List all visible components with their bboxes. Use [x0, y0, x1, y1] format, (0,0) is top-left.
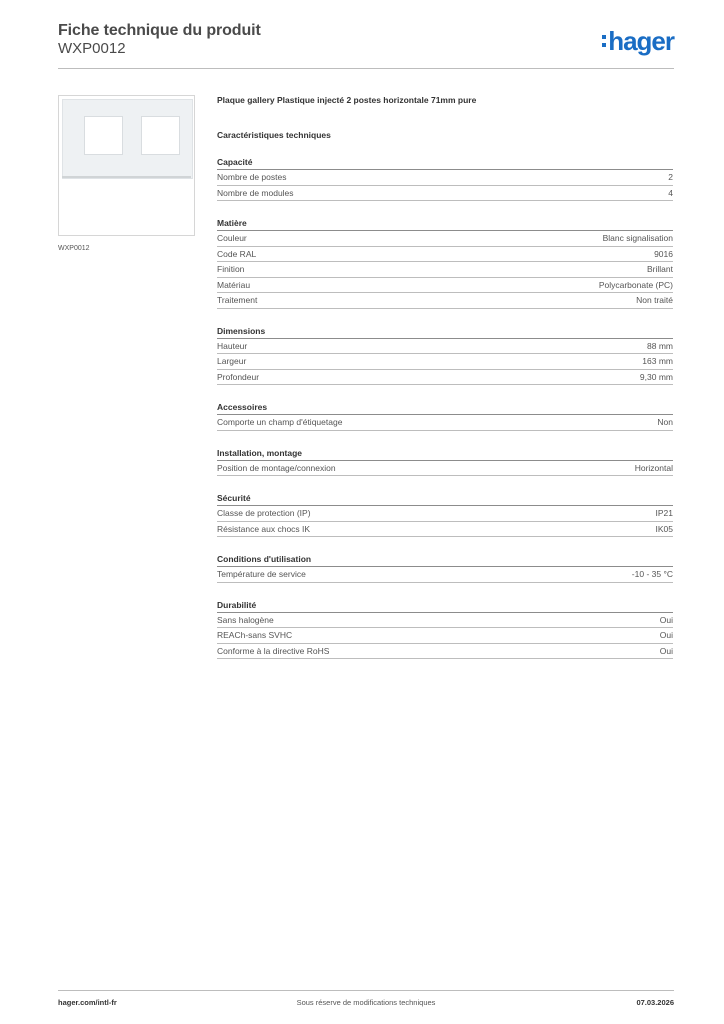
spec-row [217, 247, 673, 263]
spec-value: IP21 [655, 508, 673, 518]
section-title: Accessoires [217, 400, 673, 415]
spec-section [217, 552, 673, 583]
spec-section [217, 598, 673, 660]
spec-row [217, 628, 673, 644]
spec-label: REACh-sans SVHC [217, 630, 293, 640]
spec-label: Code RAL [217, 248, 257, 259]
spec-row [217, 278, 673, 294]
spec-row [217, 262, 673, 278]
plate-edge [62, 176, 191, 178]
product-reference: WXP0012 [58, 40, 126, 57]
footer-divider [58, 990, 674, 991]
section-title: Sécurité [217, 491, 673, 506]
spec-row [217, 339, 673, 355]
spec-sections [217, 155, 673, 659]
spec-label: Finition [217, 264, 245, 274]
hager-logo [602, 28, 674, 54]
spec-value: 9,30 mm [639, 371, 673, 382]
spec-label: Profondeur [217, 371, 260, 382]
spec-row [217, 170, 673, 186]
spec-label: Sans halogène [217, 614, 274, 625]
spec-row [217, 231, 673, 247]
image-caption: WXP0012 [58, 245, 90, 252]
spec-value: Oui [659, 645, 673, 656]
spec-value: 2 [668, 172, 673, 182]
spec-value: 163 mm [642, 356, 673, 366]
spec-label: Nombre de modules [217, 187, 294, 198]
spec-value: Blanc signalisation [602, 233, 673, 243]
spec-label: Position de montage/connexion [217, 462, 336, 473]
section-title: Matière [217, 216, 673, 231]
product-name: Plaque gallery Plastique injecté 2 postes horizontale 71mm pure [217, 95, 477, 105]
spec-value: 4 [668, 187, 673, 198]
logo-colon-icon [602, 33, 606, 49]
spec-row [217, 522, 673, 538]
spec-value: Non traité [636, 295, 673, 305]
specs-heading: Caractéristiques techniques [217, 130, 331, 140]
spec-value: Brillant [647, 264, 673, 274]
spec-label: Traitement [217, 295, 258, 305]
spec-row [217, 613, 673, 629]
spec-section [217, 324, 673, 386]
footer-website-link[interactable]: hager.com/intl-fr [58, 998, 117, 1007]
spec-label: Conforme à la directive RoHS [217, 645, 330, 656]
spec-row [217, 415, 673, 431]
footer-date: 07.03.2026 [636, 998, 674, 1007]
spec-label: Nombre de postes [217, 172, 287, 182]
footer-note: Sous réserve de modifications techniques [296, 998, 436, 1007]
spec-label: Largeur [217, 356, 247, 366]
spec-value: IK05 [655, 523, 673, 534]
spec-label: Hauteur [217, 340, 248, 351]
spec-value: Non [657, 417, 673, 427]
spec-value: Oui [659, 614, 673, 625]
spec-label: Température de service [217, 569, 306, 579]
spec-section [217, 155, 673, 201]
plate-slot [84, 116, 123, 155]
plate-slot [141, 116, 180, 155]
spec-row [217, 506, 673, 522]
document-header [58, 22, 674, 70]
section-title: Durabilité [217, 598, 673, 613]
spec-label: Couleur [217, 233, 247, 243]
spec-label: Comporte un champ d'étiquetage [217, 417, 343, 427]
section-title: Capacité [217, 155, 673, 170]
product-image [58, 95, 195, 236]
logo-text: hager [608, 26, 674, 56]
spec-value: Polycarbonate (PC) [598, 279, 673, 290]
spec-label: Classe de protection (IP) [217, 508, 311, 518]
spec-section [217, 400, 673, 431]
section-title: Installation, montage [217, 446, 673, 461]
header-divider [58, 68, 674, 69]
spec-section [217, 446, 673, 477]
document-title: Fiche technique du produit [58, 22, 261, 39]
spec-value: Oui [659, 630, 673, 640]
spec-row [217, 293, 673, 309]
spec-row [217, 186, 673, 202]
spec-row [217, 370, 673, 386]
section-title: Conditions d'utilisation [217, 552, 673, 567]
spec-section [217, 491, 673, 537]
spec-value: 9016 [654, 248, 673, 259]
spec-section [217, 216, 673, 309]
spec-row [217, 354, 673, 370]
wall-plate-image [62, 99, 193, 179]
section-title: Dimensions [217, 324, 673, 339]
page-footer [58, 998, 674, 1010]
spec-value: -10 - 35 °C [631, 569, 673, 579]
spec-row [217, 567, 673, 583]
spec-row [217, 644, 673, 660]
spec-row [217, 461, 673, 477]
spec-value: 88 mm [647, 340, 673, 351]
spec-label: Résistance aux chocs IK [217, 523, 311, 534]
spec-value: Horizontal [634, 462, 673, 473]
product-specifications [217, 95, 673, 659]
spec-label: Matériau [217, 279, 251, 290]
